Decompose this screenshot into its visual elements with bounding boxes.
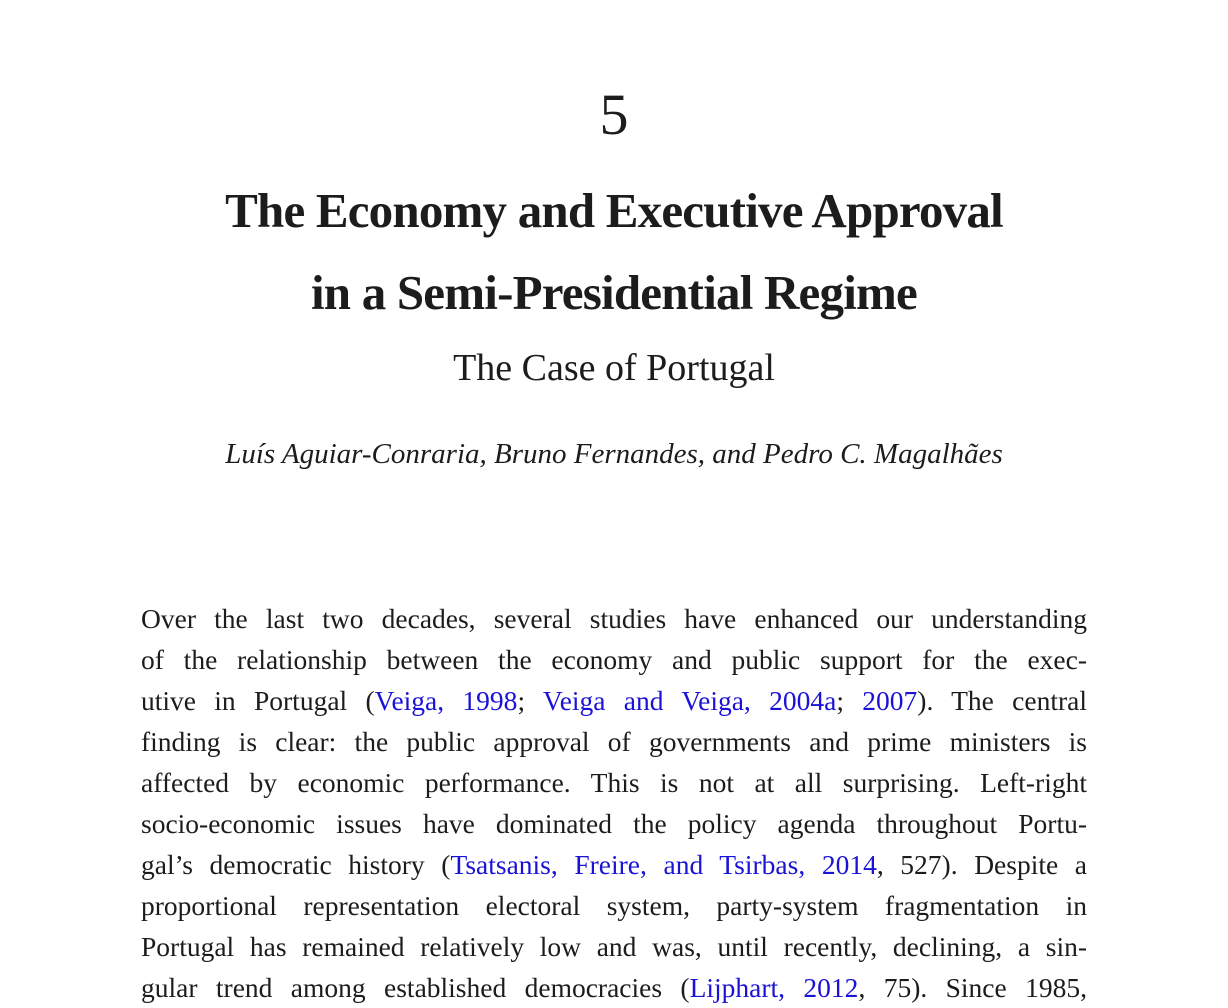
chapter-authors: Luís Aguiar-Conraria, Bruno Fernandes, and Pedro C. Magalhães <box>225 438 1003 470</box>
body-line: of the relationship between the economy and public support for the exec- <box>141 644 1087 675</box>
body-paragraph <box>141 598 1087 1008</box>
body-text-segment: ). The central <box>917 685 1087 716</box>
body-line <box>141 844 1087 885</box>
body-line: affected by economic performance. This is not at all surprising. Left-right <box>141 767 1087 798</box>
citation-link-veiga-2004a[interactable]: Veiga and Veiga, 2004a <box>542 685 837 716</box>
chapter-subtitle: The Case of Portugal <box>453 347 775 389</box>
chapter-title <box>0 170 1228 334</box>
citation-link-veiga-1998[interactable]: Veiga, 1998 <box>374 685 518 716</box>
body-line: Portugal has remained relatively low and was, until recently, declining, a sin- <box>141 931 1087 962</box>
body-line: socio-economic issues have dominated the policy agenda throughout Portu- <box>141 808 1087 839</box>
body-text-segment: gal’s democratic history ( <box>141 849 451 880</box>
body-text-segment: ; <box>517 685 543 716</box>
citation-link-lijphart-2012[interactable]: Lijphart, 2012 <box>689 972 859 1003</box>
body-text-segment: , 527). Despite a <box>876 849 1088 880</box>
body-line: Over the last two decades, several studies have enhanced our understanding <box>141 603 1087 634</box>
body-text-segment: utive in Portugal ( <box>141 685 375 716</box>
body-text-segment: , 75). Since 1985, <box>858 972 1087 1003</box>
chapter-number: 5 <box>599 82 629 147</box>
chapter-title-line-1: The Economy and Executive Approval <box>225 183 1003 238</box>
citation-link-tsatsanis-2014[interactable]: Tsatsanis, Freire, and Tsirbas, 2014 <box>450 849 877 880</box>
body-line <box>141 967 1087 1008</box>
body-line <box>141 680 1087 721</box>
body-text-segment: ; <box>836 685 863 716</box>
body-line: proportional representation electoral system, party-system fragmentation in <box>141 890 1087 921</box>
body-text-segment: gular trend among established democracies ( <box>141 972 690 1003</box>
body-line: finding is clear: the public approval of governments and prime ministers is <box>141 726 1087 757</box>
chapter-title-line-2: in a Semi-Presidential Regime <box>310 265 917 320</box>
citation-link-2007[interactable]: 2007 <box>862 685 918 716</box>
